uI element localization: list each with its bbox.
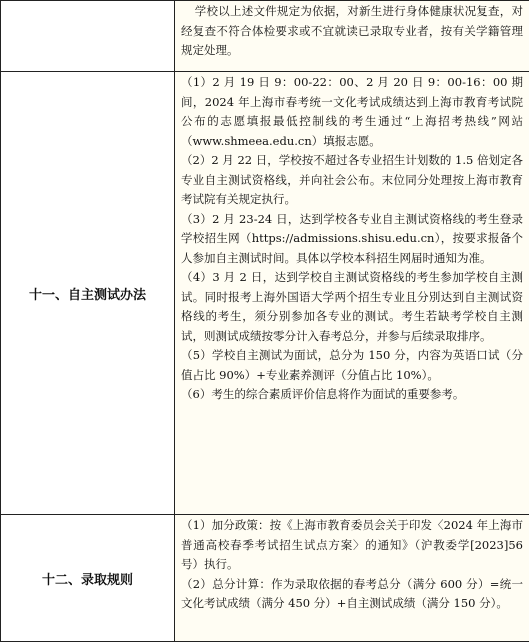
row-content-health-check bbox=[175, 1, 529, 72]
row-content-admission-rules bbox=[175, 515, 529, 642]
table-row bbox=[1, 515, 529, 642]
paragraph: 学校以上述文件规定为依据，对新生进行身体健康状况复查，对经复查不符合体检要求或不宜就读已录取专业者，按有关学籍管理规定处理。 bbox=[181, 4, 523, 57]
table-row bbox=[1, 72, 529, 515]
table-row bbox=[1, 1, 529, 72]
row-label-empty bbox=[1, 1, 175, 72]
paragraph: （6）考生的综合素质评价信息将作为面试的重要参考。 bbox=[181, 387, 465, 401]
paragraph: （3）2 月 23-24 日，达到学校各专业自主测试资格线的考生登录学校招生网（https://admissions.shisu.edu.cn），按要求报备个人参加自主测试时间。具体以学校本科招生网届时通知为准。 bbox=[181, 211, 523, 265]
row-label-admission-rules: 十二、录取规则 bbox=[1, 515, 175, 642]
paragraph: （4）3 月 2 日，达到学校自主测试资格线的考生参加学校自主测试。同时报考上海外国语大学两个招生专业且分別达到自主测试资格线的考生，须分别参加各专业的测试。考生若缺考学校自主测试，则测试成绩按零分计入春考总分，并参与后续录取排序。 bbox=[181, 270, 523, 343]
row-content-self-test bbox=[175, 72, 529, 515]
paragraph: （2）总分计算：作为录取依据的春考总分（满分 600 分）=统一文化考试成绩（满分 450 分）+自主测试成绩（满分 150 分）。 bbox=[181, 576, 523, 610]
paragraph: （1）2 月 19 日 9：00-22：00、2 月 20 日 9：00-16：00 期间，2024 年上海市春考统一文化考试成绩达到上海市教育考试院公布的志愿填报最低控制线的考生通过“上海招考热线”网站（www.shmeea.edu.cn）填报志愿。 bbox=[181, 75, 523, 148]
paragraph: （5）学校自主测试为面试，总分为 150 分，内容为英语口试（分值占比 90%）+专业素养测评（分值占比 10%）。 bbox=[181, 348, 523, 382]
paragraph: （1）加分政策：按《上海市教育委员会关于印发〈2024 年上海市普通高校春季考试招生试点方案〉的通知》（沪教委学[2023]56 号）执行。 bbox=[181, 518, 523, 571]
paragraph: （2）2 月 22 日，学校按不超过各专业招生计划数的 1.5 倍划定各专业自主测试资格线，并向社会公布。末位同分处理按上海市教育考试院有关规定执行。 bbox=[181, 153, 523, 206]
row-label-self-test: 十一、自主测试办法 bbox=[1, 72, 175, 515]
